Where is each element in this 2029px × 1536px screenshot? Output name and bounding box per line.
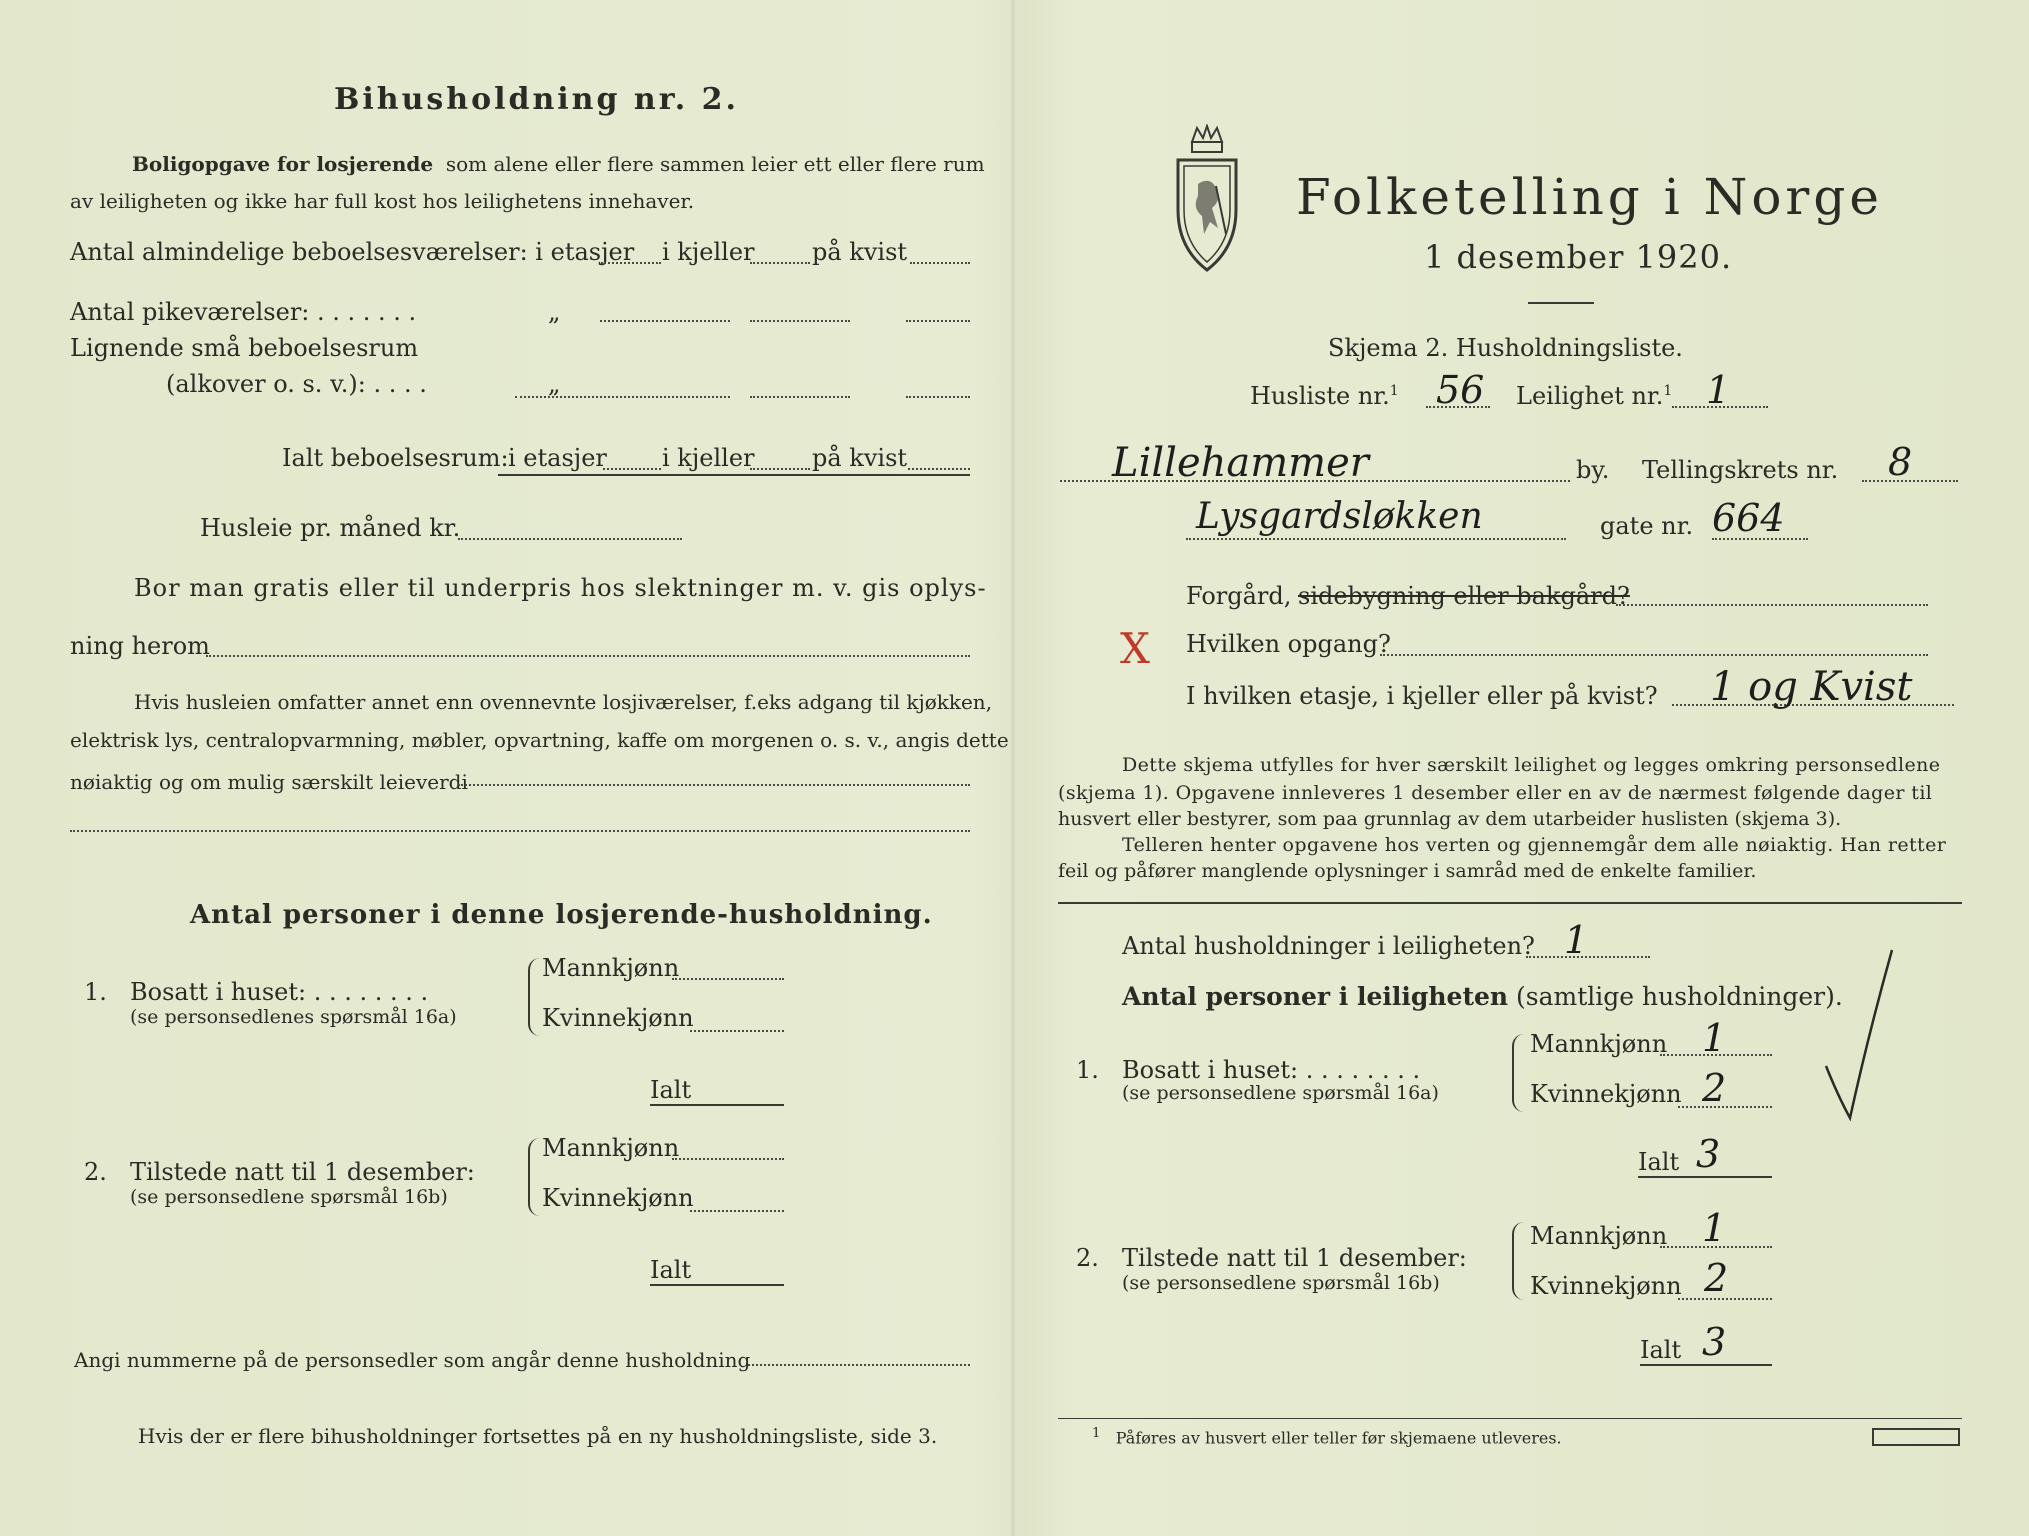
left-q2-label: Tilstede natt til 1 desember: xyxy=(130,1158,475,1186)
households-label: Antal husholdninger i leiligheten? xyxy=(1122,932,1535,960)
total-floors-label: i etasjer xyxy=(508,444,607,472)
footnote-rule xyxy=(1058,1418,1962,1419)
red-x-mark: X xyxy=(1120,624,1150,673)
left-q1-female-label: Kvinnekjønn xyxy=(542,1004,694,1032)
rooms-floors-field[interactable] xyxy=(601,262,661,264)
leilighet-footnote-mark: 1 xyxy=(1663,383,1673,399)
rooms-cellar-field[interactable] xyxy=(750,262,810,264)
rooms-attic-label: på kvist xyxy=(812,238,908,266)
right-q2-brace xyxy=(1512,1222,1524,1300)
intro-bold: Boligopgave for losjerende xyxy=(132,152,434,176)
husliste-text: Husliste nr. xyxy=(1250,382,1390,410)
right-q1-sub: (se personsedlene spørsmål 16a) xyxy=(1122,1082,1439,1104)
right-q1-label: Bosatt i huset: . . . . . . . . xyxy=(1122,1056,1421,1084)
left-q1-male-label: Mannkjønn xyxy=(542,954,680,982)
right-q2-male-value: 1 xyxy=(1702,1206,1727,1250)
schema-label: Skjema 2. Husholdningsliste. xyxy=(1328,334,1683,362)
street-field[interactable] xyxy=(1186,538,1566,540)
left-q1-label: Bosatt i huset: . . . . . . . . xyxy=(130,978,429,1006)
left-q2-num: 2. xyxy=(84,1158,107,1186)
left-q2-male-field[interactable] xyxy=(672,1158,784,1160)
right-persons-title-rest: (samtlige husholdninger). xyxy=(1516,982,1843,1011)
forgard-field[interactable] xyxy=(1616,604,1928,606)
right-q2-total-field[interactable] xyxy=(1640,1364,1772,1366)
maid-floors-field[interactable] xyxy=(600,320,730,322)
leilighet-value: 1 xyxy=(1706,368,1731,412)
numbers-label: Angi nummerne på de personsedler som angår denne husholdning xyxy=(74,1348,751,1372)
right-q2-label: Tilstede natt til 1 desember: xyxy=(1122,1244,1467,1272)
left-q2-male-label: Mannkjønn xyxy=(542,1134,680,1162)
rooms-cellar-label: i kjeller xyxy=(662,238,755,266)
info-rule xyxy=(1058,902,1962,904)
total-floors-field[interactable] xyxy=(603,468,661,470)
husliste-footnote-mark: 1 xyxy=(1389,383,1399,399)
rooms-attic-field[interactable] xyxy=(910,262,970,264)
right-q2-num: 2. xyxy=(1076,1244,1099,1272)
etasje-label: I hvilken etasje, i kjeller eller på kvist? xyxy=(1186,682,1658,710)
right-q1-male-value: 1 xyxy=(1702,1016,1727,1060)
right-q1-brace xyxy=(1512,1034,1524,1112)
forgard-struck: sidebygning eller bakgård? xyxy=(1298,582,1630,610)
rooms-label: Antal almindelige beboelsesværelser: i etasjer xyxy=(70,238,635,266)
left-q1-num: 1. xyxy=(84,978,107,1006)
total-attic-label: på kvist xyxy=(812,444,908,472)
right-q1-total-label: Ialt xyxy=(1638,1148,1680,1176)
right-q1-female-label: Kvinnekjønn xyxy=(1530,1080,1682,1108)
left-q1-total-label: Ialt xyxy=(650,1076,692,1104)
alcove-cellar-field[interactable] xyxy=(750,396,850,398)
norway-coat-of-arms-icon xyxy=(1172,124,1242,274)
left-q2-total-field[interactable] xyxy=(650,1284,784,1286)
total-cellar-field[interactable] xyxy=(750,468,810,470)
check-mark-icon xyxy=(1818,946,1898,1126)
numbers-field[interactable] xyxy=(748,1364,970,1366)
rent-label: Husleie pr. måned kr. xyxy=(200,514,461,542)
left-q2-female-field[interactable] xyxy=(690,1210,784,1212)
left-q1-sub: (se personsedlenes spørsmål 16a) xyxy=(130,1006,457,1028)
footnote-mark: 1 xyxy=(1092,1426,1101,1441)
right-q1-total-field[interactable] xyxy=(1638,1176,1772,1178)
note-field-2[interactable] xyxy=(70,830,970,832)
city-value: Lillehammer xyxy=(1112,440,1369,486)
leilighet-label xyxy=(1516,382,1672,410)
free-field[interactable] xyxy=(206,655,970,657)
intro-line2: av leiligheten og ikke har full kost hos leilighetens innehaver. xyxy=(70,189,695,213)
krets-value: 8 xyxy=(1888,440,1913,484)
maid-ditto: „ xyxy=(548,298,561,326)
note-field[interactable] xyxy=(458,784,970,786)
households-value: 1 xyxy=(1564,918,1589,962)
left-q1-total-field[interactable] xyxy=(650,1104,784,1106)
left-q2-total-label: Ialt xyxy=(650,1256,692,1284)
free-line1: Bor man gratis eller til underpris hos slektninger m. v. gis oplys- xyxy=(134,574,987,602)
info-line1: Dette skjema utfylles for hver særskilt leilighet og legges omkring personsedlene xyxy=(1122,754,1941,776)
right-title: Folketelling i Norge xyxy=(1296,168,1883,226)
continue-note: Hvis der er flere bihusholdninger fortsettes på en ny husholdningsliste, side 3. xyxy=(138,1424,938,1448)
gate-value: 664 xyxy=(1712,496,1785,540)
street-value: Lysgardsløkken xyxy=(1196,496,1483,537)
right-q2-female-label: Kvinnekjønn xyxy=(1530,1272,1682,1300)
alcove-label: (alkover o. s. v.): . . . . xyxy=(166,370,427,398)
right-q1-female-value: 2 xyxy=(1702,1066,1727,1110)
total-rooms-label: Ialt beboelsesrum: xyxy=(282,444,509,472)
printer-stamp xyxy=(1872,1428,1960,1446)
gate-label: gate nr. xyxy=(1600,512,1694,540)
free-line2: ning herom xyxy=(70,632,210,660)
footnote xyxy=(1092,1426,1562,1447)
right-q2-female-value: 2 xyxy=(1704,1256,1729,1300)
maid-rooms-label: Antal pikeværelser: . . . . . . . xyxy=(70,298,417,326)
info-line4: Telleren henter opgavene hos verten og gjennemgår dem alle nøiaktig. Han retter xyxy=(1122,834,1947,856)
left-persons-title: Antal personer i denne losjerende-husholdning. xyxy=(190,900,933,930)
similar-rooms-label: Lignende små beboelsesrum xyxy=(70,334,419,362)
total-attic-field[interactable] xyxy=(908,468,970,470)
total-cellar-label: i kjeller xyxy=(662,444,755,472)
info-line5: feil og påfører manglende oplysninger i samråd med de enkelte familier. xyxy=(1058,860,1757,882)
alcove-attic-field[interactable] xyxy=(906,396,970,398)
right-q2-male-label: Mannkjønn xyxy=(1530,1222,1668,1250)
alcove-ditto: „ xyxy=(548,370,561,398)
info-line2: (skjema 1). Opgavene innleveres 1 desember eller en av de nærmest følgende dager til xyxy=(1058,782,1933,804)
by-label: by. xyxy=(1576,456,1610,484)
left-title: Bihusholdning nr. 2. xyxy=(334,82,739,117)
husliste-label xyxy=(1250,382,1399,410)
info-line3: husvert eller bestyrer, som paa grunnlag av dem utarbeider huslisten (skjema 3). xyxy=(1058,808,1842,830)
forgard-label: Forgård, xyxy=(1186,582,1292,610)
maid-attic-field[interactable] xyxy=(906,320,970,322)
opgang-label: Hvilken opgang? xyxy=(1186,630,1391,658)
rent-field[interactable] xyxy=(458,538,682,540)
left-q2-sub: (se personsedlene spørsmål 16b) xyxy=(130,1186,448,1208)
note-line2: elektrisk lys, centralopvarmning, møbler, opvartning, kaffe om morgenen o. s. v., angis dette xyxy=(70,728,1009,752)
alcove-floors-field[interactable] xyxy=(515,396,730,398)
krets-label: Tellingskrets nr. xyxy=(1642,456,1839,484)
right-date: 1 desember 1920. xyxy=(1424,238,1733,276)
right-persons-title xyxy=(1122,982,1843,1011)
note-line1: Hvis husleien omfatter annet enn ovennevnte losjiværelser, f.eks adgang til kjøkken, xyxy=(134,690,993,714)
left-q1-brace xyxy=(528,958,540,1036)
intro-line1 xyxy=(132,152,985,176)
left-q2-female-label: Kvinnekjønn xyxy=(542,1184,694,1212)
maid-cellar-field[interactable] xyxy=(750,320,850,322)
title-rule xyxy=(1528,302,1594,304)
right-q1-total-value: 3 xyxy=(1696,1132,1721,1176)
right-q1-male-label: Mannkjønn xyxy=(1530,1030,1668,1058)
left-q1-male-field[interactable] xyxy=(672,978,784,980)
right-q1-num: 1. xyxy=(1076,1056,1099,1084)
intro-rest: som alene eller flere sammen leier ett eller flere rum xyxy=(445,152,985,176)
leilighet-text: Leilighet nr. xyxy=(1516,382,1664,410)
right-q2-total-label: Ialt xyxy=(1640,1336,1682,1364)
etasje-value: 1 og Kvist xyxy=(1710,664,1913,710)
right-persons-title-bold: Antal personer i leiligheten xyxy=(1122,982,1509,1011)
page-fold xyxy=(1010,0,1016,1536)
total-rooms-rule xyxy=(498,474,970,476)
right-q2-sub: (se personsedlene spørsmål 16b) xyxy=(1122,1272,1440,1294)
left-q1-female-field[interactable] xyxy=(690,1030,784,1032)
note-line3: nøiaktig og om mulig særskilt leieverdi xyxy=(70,770,468,794)
right-q2-total-value: 3 xyxy=(1702,1320,1727,1364)
left-q2-brace xyxy=(528,1138,540,1216)
opgang-field[interactable] xyxy=(1380,654,1928,656)
husliste-value: 56 xyxy=(1436,368,1485,412)
footnote-text: Påføres av husvert eller teller før skjemaene utleveres. xyxy=(1115,1428,1562,1448)
